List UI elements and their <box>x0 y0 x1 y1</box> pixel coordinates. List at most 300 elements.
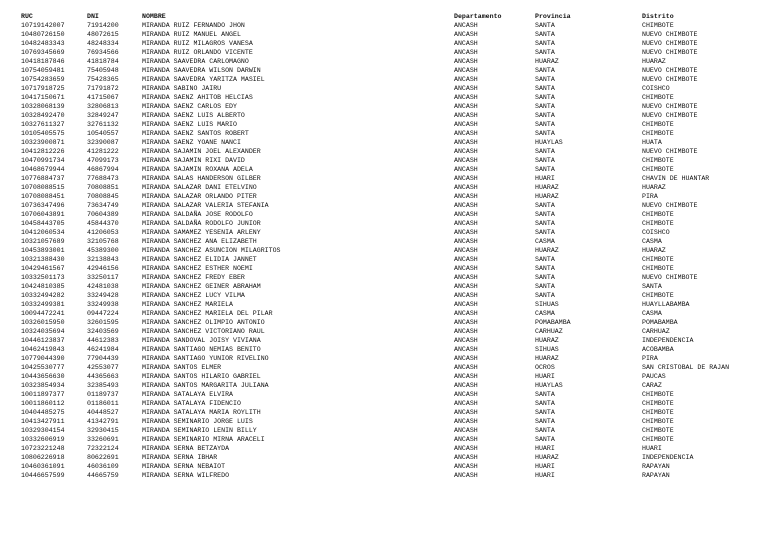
cell-departamento: ANCASH <box>454 85 478 92</box>
cell-distrito: CHIMBOTE <box>642 130 674 137</box>
cell-provincia: SANTA <box>535 85 555 92</box>
cell-provincia: SIHUAS <box>535 301 559 308</box>
cell-distrito: NUEVO CHIMBOTE <box>642 49 698 56</box>
table-row <box>0 129 768 138</box>
cell-nombre: MIRANDA SANTIAGO YUNIOR RIVELINO <box>142 355 269 362</box>
records-table <box>0 11 768 480</box>
cell-distrito: CHIMBOTE <box>642 256 674 263</box>
table-row <box>0 21 768 30</box>
cell-provincia: HUARI <box>535 175 555 182</box>
cell-nombre: MIRANDA SATALAYA FIDENCIO <box>142 400 241 407</box>
cell-distrito: CHAVIN DE HUANTAR <box>642 175 710 182</box>
cell-dni: 71791872 <box>87 85 119 92</box>
cell-ruc: 10323854934 <box>21 382 65 389</box>
cell-departamento: ANCASH <box>454 319 478 326</box>
table-row <box>0 444 768 453</box>
cell-dni: 09447224 <box>87 310 119 317</box>
cell-distrito: CHIMBOTE <box>642 157 674 164</box>
cell-dni: 32385493 <box>87 382 119 389</box>
cell-provincia: HUARAZ <box>535 184 559 191</box>
table-row <box>0 165 768 174</box>
cell-departamento: ANCASH <box>454 130 478 137</box>
cell-ruc: 10453893001 <box>21 247 65 254</box>
cell-ruc: 10706043891 <box>21 211 65 218</box>
table-row <box>0 273 768 282</box>
cell-dni: 42481038 <box>87 283 119 290</box>
table-row <box>0 39 768 48</box>
cell-nombre: MIRANDA SABINO JAIRU <box>142 85 222 92</box>
cell-distrito: HUARAZ <box>642 184 666 191</box>
table-row <box>0 426 768 435</box>
cell-dni: 33260691 <box>87 436 119 443</box>
cell-departamento: ANCASH <box>454 310 478 317</box>
table-row <box>0 30 768 39</box>
cell-distrito: CHIMBOTE <box>642 400 674 407</box>
cell-provincia: SANTA <box>535 112 555 119</box>
cell-nombre: MIRANDA SANCHEZ ESTHER NOEMI <box>142 265 253 272</box>
cell-distrito: NUEVO CHIMBOTE <box>642 112 698 119</box>
table-row <box>0 192 768 201</box>
cell-distrito: NUEVO CHIMBOTE <box>642 202 698 209</box>
cell-nombre: MIRANDA SANCHEZ MARIELA DEL PILAR <box>142 310 273 317</box>
table-row <box>0 111 768 120</box>
cell-ruc: 10482483343 <box>21 40 65 47</box>
cell-dni: 41342791 <box>87 418 119 425</box>
cell-nombre: MIRANDA SANCHEZ OLIMPIO ANTONIO <box>142 319 265 326</box>
cell-departamento: ANCASH <box>454 175 478 182</box>
header-provincia: Provincia <box>535 12 571 20</box>
table-row <box>0 462 768 471</box>
cell-ruc: 10425530777 <box>21 364 65 371</box>
cell-nombre: MIRANDA SAENZ AHITOB HELCIAS <box>142 94 253 101</box>
cell-provincia: SANTA <box>535 121 555 128</box>
table-row <box>0 264 768 273</box>
cell-departamento: ANCASH <box>454 220 478 227</box>
cell-distrito: RAPAYAN <box>642 472 670 479</box>
cell-nombre: MIRANDA SALDAÑA RODOLFO JUNIOR <box>142 220 261 227</box>
cell-nombre: MIRANDA SEMINARIO MIRNA ARACELI <box>142 436 265 443</box>
cell-nombre: MIRANDA RUIZ ORLANDO VICENTE <box>142 49 253 56</box>
cell-dni: 32105768 <box>87 238 119 245</box>
cell-departamento: ANCASH <box>454 112 478 119</box>
cell-nombre: MIRANDA SEMINARIO JORGE LUIS <box>142 418 253 425</box>
cell-ruc: 10480726150 <box>21 31 65 38</box>
cell-departamento: ANCASH <box>454 121 478 128</box>
cell-departamento: ANCASH <box>454 166 478 173</box>
cell-distrito: COISHCO <box>642 85 670 92</box>
table-row <box>0 48 768 57</box>
cell-ruc: 10417150671 <box>21 94 65 101</box>
cell-provincia: SANTA <box>535 130 555 137</box>
cell-nombre: MIRANDA SAENZ YOANE NANCI <box>142 139 241 146</box>
cell-provincia: SANTA <box>535 274 555 281</box>
cell-nombre: MIRANDA SAMAMEZ YESENIA ARLENY <box>142 229 261 236</box>
cell-provincia: HUAYLAS <box>535 382 563 389</box>
table-row <box>0 435 768 444</box>
header-distrito: Distrito <box>642 12 674 20</box>
cell-distrito: HUARI <box>642 445 662 452</box>
cell-ruc: 10404485275 <box>21 409 65 416</box>
cell-provincia: CARHUAZ <box>535 328 563 335</box>
cell-distrito: CHIMBOTE <box>642 436 674 443</box>
table-row <box>0 219 768 228</box>
cell-ruc: 10324035694 <box>21 328 65 335</box>
cell-departamento: ANCASH <box>454 427 478 434</box>
table-row <box>0 318 768 327</box>
cell-dni: 40448527 <box>87 409 119 416</box>
cell-dni: 46241984 <box>87 346 119 353</box>
cell-departamento: ANCASH <box>454 445 478 452</box>
cell-departamento: ANCASH <box>454 22 478 29</box>
cell-dni: 32849247 <box>87 112 119 119</box>
cell-departamento: ANCASH <box>454 76 478 83</box>
cell-departamento: ANCASH <box>454 283 478 290</box>
cell-departamento: ANCASH <box>454 58 478 65</box>
cell-distrito: CARHUAZ <box>642 328 670 335</box>
cell-departamento: ANCASH <box>454 40 478 47</box>
cell-distrito: CHIMBOTE <box>642 220 674 227</box>
cell-ruc: 10326015950 <box>21 319 65 326</box>
table-row <box>0 345 768 354</box>
table-row <box>0 390 768 399</box>
cell-ruc: 10443656630 <box>21 373 65 380</box>
cell-nombre: MIRANDA SANCHEZ LUCY VILMA <box>142 292 245 299</box>
cell-departamento: ANCASH <box>454 184 478 191</box>
cell-departamento: ANCASH <box>454 301 478 308</box>
cell-dni: 44665759 <box>87 472 119 479</box>
cell-nombre: MIRANDA SAJAMIN JOEL ALEXANDER <box>142 148 261 155</box>
cell-ruc: 10328068139 <box>21 103 65 110</box>
cell-nombre: MIRANDA SAAVEDRA CARLOMAGNO <box>142 58 249 65</box>
cell-nombre: MIRANDA SALAZAR ORLANDO PITER <box>142 193 257 200</box>
cell-dni: 33249938 <box>87 301 119 308</box>
cell-departamento: ANCASH <box>454 373 478 380</box>
cell-ruc: 10321388430 <box>21 256 65 263</box>
cell-dni: 41281222 <box>87 148 119 155</box>
cell-dni: 48072615 <box>87 31 119 38</box>
cell-provincia: SANTA <box>535 220 555 227</box>
table-row <box>0 291 768 300</box>
cell-dni: 32138843 <box>87 256 119 263</box>
table-row <box>0 327 768 336</box>
table-row <box>0 147 768 156</box>
cell-provincia: CASMA <box>535 310 555 317</box>
cell-distrito: COISHCO <box>642 229 670 236</box>
cell-ruc: 10412812226 <box>21 148 65 155</box>
cell-ruc: 10806226918 <box>21 454 65 461</box>
cell-provincia: SANTA <box>535 22 555 29</box>
cell-nombre: MIRANDA SALDAÑA JOSE RODOLFO <box>142 211 253 218</box>
cell-nombre: MIRANDA SANCHEZ ANA ELIZABETH <box>142 238 257 245</box>
cell-provincia: SANTA <box>535 40 555 47</box>
header-departamento: Departamento <box>454 12 502 20</box>
cell-distrito: CASMA <box>642 238 662 245</box>
cell-distrito: CHIMBOTE <box>642 166 674 173</box>
table-row <box>0 75 768 84</box>
cell-departamento: ANCASH <box>454 49 478 56</box>
cell-nombre: MIRANDA SAAVEDRA YARITZA MASIEL <box>142 76 265 83</box>
table-row <box>0 372 768 381</box>
table-row <box>0 363 768 372</box>
cell-departamento: ANCASH <box>454 472 478 479</box>
table-row <box>0 228 768 237</box>
cell-dni: 76934566 <box>87 49 119 56</box>
cell-dni: 46036109 <box>87 463 119 470</box>
cell-ruc: 10332501173 <box>21 274 65 281</box>
cell-departamento: ANCASH <box>454 436 478 443</box>
table-row <box>0 201 768 210</box>
table-row <box>0 399 768 408</box>
cell-provincia: SANTA <box>535 391 555 398</box>
cell-dni: 47099173 <box>87 157 119 164</box>
cell-distrito: HUAYLLABAMBA <box>642 301 690 308</box>
cell-departamento: ANCASH <box>454 247 478 254</box>
cell-ruc: 10779044390 <box>21 355 65 362</box>
cell-dni: 10540557 <box>87 130 119 137</box>
cell-nombre: MIRANDA SALAZAR DANI ETELVINO <box>142 184 257 191</box>
cell-provincia: SANTA <box>535 229 555 236</box>
cell-ruc: 10105405575 <box>21 130 65 137</box>
cell-departamento: ANCASH <box>454 328 478 335</box>
cell-provincia: SANTA <box>535 283 555 290</box>
cell-distrito: CHIMBOTE <box>642 265 674 272</box>
cell-provincia: SANTA <box>535 157 555 164</box>
cell-nombre: MIRANDA SERNA WILFREDO <box>142 472 230 479</box>
cell-provincia: HUARI <box>535 445 555 452</box>
cell-nombre: MIRANDA SANCHEZ VICTORIANO RAUL <box>142 328 265 335</box>
cell-ruc: 10332606919 <box>21 436 65 443</box>
table-row <box>0 309 768 318</box>
cell-departamento: ANCASH <box>454 202 478 209</box>
cell-distrito: NUEVO CHIMBOTE <box>642 67 698 74</box>
cell-nombre: MIRANDA SAENZ LUIS MARIO <box>142 121 237 128</box>
cell-nombre: MIRANDA SANTOS MARGARITA JULIANA <box>142 382 269 389</box>
cell-dni: 77904439 <box>87 355 119 362</box>
cell-nombre: MIRANDA RUIZ MANUEL ANGEL <box>142 31 241 38</box>
cell-dni: 71914200 <box>87 22 119 29</box>
cell-ruc: 10769345669 <box>21 49 65 56</box>
cell-dni: 32806813 <box>87 103 119 110</box>
cell-departamento: ANCASH <box>454 454 478 461</box>
cell-distrito: NUEVO CHIMBOTE <box>642 76 698 83</box>
cell-provincia: SANTA <box>535 265 555 272</box>
cell-provincia: SANTA <box>535 31 555 38</box>
cell-dni: 44612383 <box>87 337 119 344</box>
cell-distrito: CHIMBOTE <box>642 94 674 101</box>
cell-nombre: MIRANDA SALAZAR VALERIA STEFANIA <box>142 202 269 209</box>
table-body <box>0 21 768 480</box>
table-row <box>0 102 768 111</box>
cell-ruc: 10754059481 <box>21 67 65 74</box>
cell-distrito: SANTA <box>642 283 662 290</box>
cell-distrito: NUEVO CHIMBOTE <box>642 148 698 155</box>
table-row <box>0 237 768 246</box>
cell-distrito: NUEVO CHIMBOTE <box>642 274 698 281</box>
cell-provincia: SANTA <box>535 103 555 110</box>
cell-distrito: CASMA <box>642 310 662 317</box>
cell-provincia: SANTA <box>535 211 555 218</box>
cell-dni: 41818784 <box>87 58 119 65</box>
cell-ruc: 10723221248 <box>21 445 65 452</box>
cell-dni: 32403569 <box>87 328 119 335</box>
cell-distrito: CHIMBOTE <box>642 409 674 416</box>
cell-provincia: SANTA <box>535 418 555 425</box>
cell-dni: 75428365 <box>87 76 119 83</box>
cell-departamento: ANCASH <box>454 355 478 362</box>
table-row <box>0 408 768 417</box>
cell-dni: 70604389 <box>87 211 119 218</box>
cell-nombre: MIRANDA RUIZ MILAGROS VANESA <box>142 40 253 47</box>
cell-provincia: SANTA <box>535 148 555 155</box>
cell-distrito: NUEVO CHIMBOTE <box>642 103 698 110</box>
cell-nombre: MIRANDA SERNA NEBAIOT <box>142 463 226 470</box>
table-row <box>0 381 768 390</box>
cell-dni: 77688473 <box>87 175 119 182</box>
cell-provincia: HUARAZ <box>535 355 559 362</box>
cell-dni: 42946156 <box>87 265 119 272</box>
cell-dni: 33249428 <box>87 292 119 299</box>
cell-nombre: MIRANDA SALAS HANDERSON GILBER <box>142 175 261 182</box>
cell-departamento: ANCASH <box>454 274 478 281</box>
cell-ruc: 10327611327 <box>21 121 65 128</box>
cell-nombre: MIRANDA SANCHEZ GEINER ABRAHAM <box>142 283 261 290</box>
cell-nombre: MIRANDA SANCHEZ ELIDIA JANNET <box>142 256 257 263</box>
cell-ruc: 10328492470 <box>21 112 65 119</box>
cell-distrito: HUATA <box>642 139 662 146</box>
table-row <box>0 453 768 462</box>
table-row <box>0 471 768 480</box>
cell-ruc: 10446123837 <box>21 337 65 344</box>
cell-dni: 44365663 <box>87 373 119 380</box>
cell-dni: 75405948 <box>87 67 119 74</box>
cell-provincia: SANTA <box>535 67 555 74</box>
cell-dni: 70808845 <box>87 193 119 200</box>
cell-nombre: MIRANDA SANTOS ELMER <box>142 364 222 371</box>
cell-provincia: SANTA <box>535 166 555 173</box>
cell-provincia: SANTA <box>535 202 555 209</box>
cell-dni: 73634749 <box>87 202 119 209</box>
cell-nombre: MIRANDA SANTOS HILARIO GABRIEL <box>142 373 261 380</box>
cell-provincia: HUARAZ <box>535 58 559 65</box>
cell-dni: 41206053 <box>87 229 119 236</box>
cell-provincia: HUARAZ <box>535 193 559 200</box>
cell-provincia: POMABAMBA <box>535 319 571 326</box>
cell-ruc: 10413427911 <box>21 418 65 425</box>
cell-ruc: 10754283659 <box>21 76 65 83</box>
cell-ruc: 10332494282 <box>21 292 65 299</box>
cell-ruc: 10332499381 <box>21 301 65 308</box>
cell-dni: 46867994 <box>87 166 119 173</box>
cell-ruc: 10323900871 <box>21 139 65 146</box>
cell-distrito: CHIMBOTE <box>642 391 674 398</box>
cell-departamento: ANCASH <box>454 67 478 74</box>
cell-departamento: ANCASH <box>454 229 478 236</box>
cell-ruc: 10329304154 <box>21 427 65 434</box>
cell-dni: 32930415 <box>87 427 119 434</box>
cell-dni: 33250117 <box>87 274 119 281</box>
cell-dni: 01189737 <box>87 391 119 398</box>
cell-distrito: INDEPENDENCIA <box>642 337 694 344</box>
cell-departamento: ANCASH <box>454 31 478 38</box>
cell-dni: 32761132 <box>87 121 119 128</box>
table-row <box>0 282 768 291</box>
cell-distrito: HUARAZ <box>642 58 666 65</box>
cell-departamento: ANCASH <box>454 238 478 245</box>
cell-departamento: ANCASH <box>454 400 478 407</box>
cell-ruc: 10468679944 <box>21 166 65 173</box>
cell-distrito: INDEPENDENCIA <box>642 454 694 461</box>
cell-distrito: RAPAYAN <box>642 463 670 470</box>
cell-nombre: MIRANDA SAENZ SANTOS ROBERT <box>142 130 249 137</box>
cell-nombre: MIRANDA SERNA BETZAYDA <box>142 445 230 452</box>
cell-distrito: CHIMBOTE <box>642 418 674 425</box>
table-row <box>0 255 768 264</box>
cell-dni: 32390087 <box>87 139 119 146</box>
cell-distrito: NUEVO CHIMBOTE <box>642 40 698 47</box>
cell-provincia: SANTA <box>535 256 555 263</box>
cell-ruc: 10412060534 <box>21 229 65 236</box>
cell-distrito: PIRA <box>642 193 658 200</box>
cell-provincia: HUAYLAS <box>535 139 563 146</box>
cell-dni: 45844370 <box>87 220 119 227</box>
cell-ruc: 10446657599 <box>21 472 65 479</box>
header-ruc: RUC <box>21 12 33 20</box>
cell-departamento: ANCASH <box>454 382 478 389</box>
cell-nombre: MIRANDA SATALAYA ELVIRA <box>142 391 234 398</box>
cell-nombre: MIRANDA SAENZ CARLOS EDY <box>142 103 237 110</box>
cell-departamento: ANCASH <box>454 337 478 344</box>
cell-ruc: 10424810385 <box>21 283 65 290</box>
cell-dni: 70808851 <box>87 184 119 191</box>
cell-provincia: HUARI <box>535 373 555 380</box>
cell-nombre: MIRANDA SEMINARIO LENIN BILLY <box>142 427 257 434</box>
cell-ruc: 10321057689 <box>21 238 65 245</box>
cell-distrito: SAN CRISTOBAL DE RAJAN <box>642 364 730 371</box>
cell-distrito: NUEVO CHIMBOTE <box>642 31 698 38</box>
header-dni: DNI <box>87 12 99 20</box>
cell-distrito: CHIMBOTE <box>642 292 674 299</box>
cell-nombre: MIRANDA SAAVEDRA WILSON DARWIN <box>142 67 261 74</box>
table-row <box>0 174 768 183</box>
cell-provincia: SANTA <box>535 292 555 299</box>
cell-nombre: MIRANDA RUIZ FERNANDO JHON <box>142 22 245 29</box>
cell-provincia: HUARAZ <box>535 247 559 254</box>
cell-departamento: ANCASH <box>454 157 478 164</box>
table-row <box>0 210 768 219</box>
cell-departamento: ANCASH <box>454 103 478 110</box>
cell-ruc: 10470991734 <box>21 157 65 164</box>
cell-ruc: 10719142007 <box>21 22 65 29</box>
cell-provincia: SANTA <box>535 76 555 83</box>
cell-ruc: 10736347496 <box>21 202 65 209</box>
table-row <box>0 84 768 93</box>
cell-nombre: MIRANDA SANTIAGO NEMIAS BENITO <box>142 346 261 353</box>
cell-distrito: POMABAMBA <box>642 319 678 326</box>
cell-provincia: SIHUAS <box>535 346 559 353</box>
table-row <box>0 138 768 147</box>
header-nombre: NOMBRE <box>142 12 166 20</box>
cell-ruc: 10460361091 <box>21 463 65 470</box>
cell-dni: 80622691 <box>87 454 119 461</box>
cell-provincia: HUARAZ <box>535 337 559 344</box>
table-row <box>0 246 768 255</box>
table-row <box>0 57 768 66</box>
cell-ruc: 10458443705 <box>21 220 65 227</box>
cell-dni: 41715067 <box>87 94 119 101</box>
cell-ruc: 10462419843 <box>21 346 65 353</box>
cell-departamento: ANCASH <box>454 346 478 353</box>
cell-departamento: ANCASH <box>454 148 478 155</box>
